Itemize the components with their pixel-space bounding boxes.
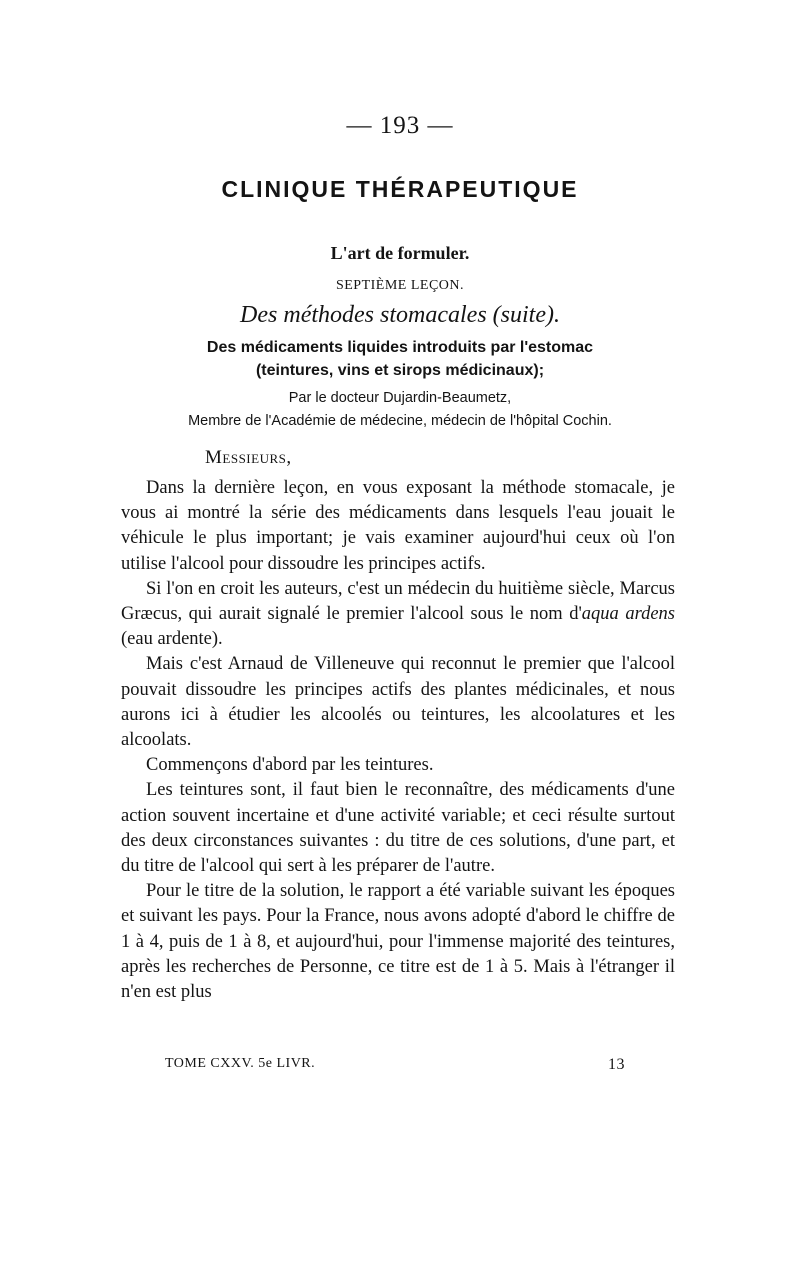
lesson-heading: SEPTIÈME LEÇON. xyxy=(335,278,465,293)
paragraph-text: Si l'on en croit les auteurs, c'est un médecin du huitième siècle, Marcus Græcus, qui aurait signalé le premier l'alcool sous le nom d' xyxy=(121,578,675,625)
paragraph: Pour le titre de la solution, le rapport a été variable suivant les époques et suivant les pays. Pour la France, nous avons adopté d'abord le chiffre de 1 à 4, puis de 1 à 8, et aujourd'hui, pour l'immense majorité des teintures, après les recherches de Personne, ce titre est de 1 à 5. Mais à l'étranger il n'en est plus xyxy=(121,881,675,1003)
author-byline: Par le docteur Dujardin-Beaumetz, xyxy=(288,390,512,406)
page-number: — 193 — xyxy=(346,112,454,139)
volume-signature: TOME CXXV. 5e LIVR. xyxy=(165,1056,316,1071)
paragraph: Les teintures sont, il faut bien le reconnaître, des médicaments d'une action souvent incertaine et d'une activité variable; et ceci résulte surtout des deux circonstances suivantes : du titre de ces solutions, d'une part, et du titre de l'alcool qui sert à les préparer de l'autre. xyxy=(121,780,675,877)
latin-term: aqua ardens xyxy=(581,604,675,625)
paragraph-text: (eau ardente). xyxy=(121,629,223,650)
article-subtitle: Des méthodes stomacales (suite). xyxy=(240,302,560,328)
subhead-line-2: (teintures, vins et sirops médicinaux); xyxy=(255,362,545,379)
sheet-number: 13 xyxy=(608,1056,625,1073)
paragraph: Commençons d'abord par les teintures. xyxy=(146,755,434,776)
paragraph xyxy=(121,577,675,653)
body-text xyxy=(121,476,675,1005)
paragraph: Mais c'est Arnaud de Villeneuve qui reconnut le premier que l'alcool pouvait dissoudre les principes actifs des plantes médicinales, et nous aurons ici à étudier les alcoolés ou teintures, les alcoolatures et les alcoolats. xyxy=(121,654,675,751)
author-affiliation: Membre de l'Académie de médecine, médecin de l'hôpital Cochin. xyxy=(188,413,612,429)
salutation: Messieurs, xyxy=(205,447,292,468)
paragraph: Dans la dernière leçon, en vous exposant la méthode stomacale, je vous ai montré la série des médicaments dans lesquels l'eau jouait le véhicule le plus important; je vais examiner aujourd'hui ceux où l'on utilise l'alcool pour dissoudre les principes actifs. xyxy=(121,478,675,574)
subhead-line-1: Des médicaments liquides introduits par l'estomac xyxy=(206,339,594,356)
section-title: CLINIQUE THÉRAPEUTIQUE xyxy=(221,176,579,202)
article-title: L'art de formuler. xyxy=(330,243,470,263)
